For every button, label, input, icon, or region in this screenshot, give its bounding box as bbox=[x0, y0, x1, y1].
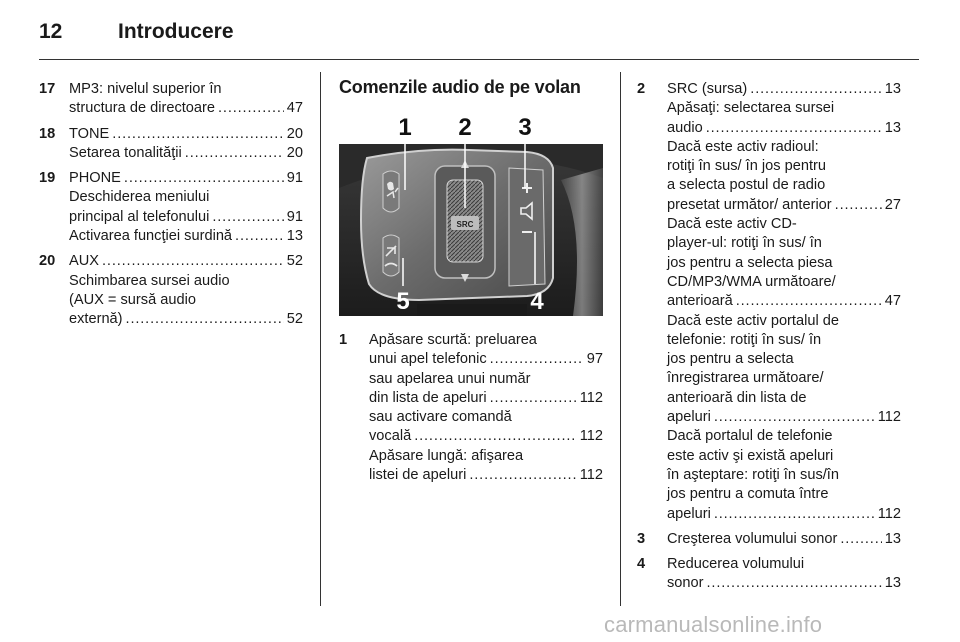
entry-text: audio bbox=[667, 119, 703, 136]
page-reference[interactable]: 52 bbox=[286, 253, 303, 270]
entry-line bbox=[667, 447, 901, 466]
entry-number: 4 bbox=[637, 556, 646, 573]
entry-text: (AUX = sursă audio bbox=[69, 291, 196, 308]
entry-text: vocală bbox=[369, 428, 412, 445]
callout-3: 3 bbox=[518, 114, 532, 141]
dot-leader bbox=[185, 144, 284, 163]
dot-leader bbox=[112, 125, 283, 144]
callout-5: 5 bbox=[396, 288, 410, 315]
dot-leader bbox=[469, 466, 576, 485]
left-column bbox=[39, 80, 303, 336]
entry-text: înregistrarea următoare/ bbox=[667, 370, 824, 387]
entry-text: PHONE bbox=[69, 170, 121, 187]
entry-text: CD/MP3/WMA următoare/ bbox=[667, 273, 836, 290]
entry-text: sonor bbox=[667, 575, 704, 592]
entry-text: Deschiderea meniului bbox=[69, 189, 210, 206]
page-reference[interactable]: 91 bbox=[286, 208, 303, 225]
entry-number: 1 bbox=[339, 332, 348, 348]
entry-text: SRC (sursa) bbox=[667, 81, 748, 97]
entry-text: Creşterea volumului sonor bbox=[667, 530, 838, 547]
entry-line bbox=[69, 80, 303, 99]
entry-text: Reducerea volumului bbox=[667, 556, 805, 573]
dot-leader bbox=[490, 389, 577, 408]
dot-leader bbox=[707, 574, 882, 593]
entry-text: principal al telefonului bbox=[69, 208, 210, 225]
entry-line bbox=[667, 408, 901, 427]
dot-leader bbox=[840, 530, 881, 549]
entry-text: MP3: nivelul superior în bbox=[69, 81, 222, 97]
page-reference[interactable]: 112 bbox=[579, 389, 603, 406]
entry-line bbox=[369, 331, 603, 350]
entry-text: apeluri bbox=[667, 505, 711, 522]
entry-text: este activ şi există apeluri bbox=[667, 447, 834, 464]
entry-line bbox=[667, 215, 901, 234]
entry-text: AUX bbox=[69, 253, 100, 270]
index-entry bbox=[339, 331, 603, 485]
page-title: Introducere bbox=[118, 20, 234, 43]
entry-line bbox=[69, 227, 303, 246]
entry-text: TONE bbox=[69, 125, 110, 142]
entry-text: jos pentru a comuta între bbox=[667, 486, 829, 503]
entry-text: jos pentru a selecta bbox=[667, 351, 794, 368]
entry-text: rotiţi în sus/ în jos pentru bbox=[667, 158, 826, 175]
entry-line bbox=[667, 505, 901, 524]
dot-leader bbox=[218, 99, 284, 118]
entry-text: Dacă este activ portalul de bbox=[667, 312, 839, 329]
middle-column-entries bbox=[339, 331, 603, 491]
entry-line bbox=[667, 530, 901, 549]
entry-line bbox=[69, 310, 303, 329]
dot-leader bbox=[102, 252, 284, 271]
entry-line bbox=[667, 234, 901, 253]
dot-leader bbox=[736, 292, 882, 311]
entry-line bbox=[667, 254, 901, 273]
entry-line bbox=[69, 125, 303, 144]
index-entry bbox=[637, 530, 901, 549]
entry-text: din lista de apeluri bbox=[369, 389, 487, 406]
entry-text: unui apel telefonic bbox=[369, 351, 487, 368]
entry-text: Dacă portalul de telefonie bbox=[667, 428, 833, 445]
entry-text: Apăsare lungă: afişarea bbox=[369, 447, 524, 464]
index-entry bbox=[637, 555, 901, 594]
index-entry bbox=[637, 80, 901, 524]
dot-leader bbox=[714, 408, 875, 427]
page-number: 12 bbox=[39, 20, 63, 43]
entry-line bbox=[667, 196, 901, 215]
entry-text: Setarea tonalităţii bbox=[69, 144, 182, 161]
page-reference[interactable]: 13 bbox=[884, 81, 901, 97]
entry-text: Schimbarea sursei audio bbox=[69, 272, 230, 289]
phone-button bbox=[383, 171, 399, 212]
entry-number: 3 bbox=[637, 530, 646, 547]
entry-line bbox=[667, 555, 901, 574]
page-reference[interactable]: 112 bbox=[579, 428, 603, 445]
watermark: carmanualsonline.info bbox=[604, 612, 823, 637]
entry-line bbox=[667, 80, 901, 99]
entry-text: player-ul: rotiţi în sus/ în bbox=[667, 235, 822, 252]
entry-line bbox=[369, 389, 603, 408]
entry-text: anterioară bbox=[667, 293, 733, 310]
index-entry bbox=[39, 125, 303, 164]
entry-text: Apăsare scurtă: preluarea bbox=[369, 332, 537, 348]
header-divider bbox=[39, 59, 919, 60]
dot-leader bbox=[490, 350, 584, 369]
dot-leader bbox=[414, 427, 577, 446]
page-reference[interactable]: 112 bbox=[579, 467, 603, 484]
page-reference[interactable]: 20 bbox=[286, 125, 303, 142]
entry-text: în aşteptare: rotiţi în sus/în bbox=[667, 466, 839, 483]
dot-leader bbox=[126, 310, 284, 329]
src-label: SRC bbox=[456, 220, 474, 229]
dot-leader bbox=[750, 80, 881, 99]
right-column bbox=[637, 80, 901, 600]
dot-leader bbox=[235, 227, 284, 246]
entry-number: 20 bbox=[39, 253, 56, 270]
entry-text: a selecta postul de radio bbox=[667, 177, 826, 194]
entry-text: telefonie: rotiţi în sus/ în bbox=[667, 331, 822, 348]
callout-4: 4 bbox=[530, 288, 544, 315]
index-entry bbox=[39, 169, 303, 246]
entry-line bbox=[667, 466, 901, 485]
page-reference[interactable]: 13 bbox=[884, 119, 901, 136]
entry-number: 2 bbox=[637, 81, 646, 97]
entry-line bbox=[369, 370, 603, 389]
entry-line bbox=[667, 350, 901, 369]
page-reference[interactable]: 47 bbox=[286, 100, 303, 117]
entry-text: jos pentru a selecta piesa bbox=[667, 254, 833, 271]
entry-line bbox=[667, 119, 901, 138]
dot-leader bbox=[714, 505, 875, 524]
entry-line bbox=[667, 138, 901, 157]
entry-text: Dacă este activ radioul: bbox=[667, 138, 819, 155]
entry-text: presetat următor/ anterior bbox=[667, 196, 832, 213]
page-reference[interactable]: 13 bbox=[286, 228, 303, 245]
column-divider-right bbox=[620, 72, 621, 606]
page-reference[interactable]: 47 bbox=[884, 293, 901, 310]
steering-wheel-controls-photo bbox=[339, 108, 603, 316]
page-reference[interactable]: 97 bbox=[586, 351, 603, 368]
page-reference[interactable]: 52 bbox=[286, 311, 303, 328]
entry-line bbox=[667, 485, 901, 504]
entry-text: anterioară din lista de bbox=[667, 389, 807, 406]
entry-line bbox=[667, 389, 901, 408]
entry-line bbox=[69, 99, 303, 118]
dot-leader bbox=[124, 169, 284, 188]
entry-number: 19 bbox=[39, 170, 56, 187]
entry-text: externă) bbox=[69, 311, 123, 328]
entry-text: structura de directoare bbox=[69, 100, 216, 117]
entry-line bbox=[369, 427, 603, 446]
entry-line bbox=[667, 574, 901, 593]
page-reference[interactable]: 20 bbox=[286, 144, 303, 161]
callout-1: 1 bbox=[398, 114, 412, 141]
entry-text: sau apelarea unui număr bbox=[369, 370, 531, 387]
steering-wheel-controls-illustration bbox=[339, 108, 603, 316]
entry-text: Apăsaţi: selectarea sursei bbox=[667, 100, 835, 117]
entry-line bbox=[69, 169, 303, 188]
entry-text: Activarea funcţiei surdină bbox=[69, 228, 233, 245]
entry-line bbox=[69, 291, 303, 310]
page-reference[interactable]: 112 bbox=[877, 409, 901, 426]
entry-line bbox=[69, 252, 303, 271]
dot-leader bbox=[835, 196, 882, 215]
page-header bbox=[0, 0, 960, 62]
entry-line bbox=[369, 447, 603, 466]
dot-leader bbox=[212, 208, 283, 227]
entry-line bbox=[369, 350, 603, 369]
entry-line bbox=[667, 99, 901, 118]
entry-line bbox=[667, 292, 901, 311]
page-reference[interactable]: 13 bbox=[884, 530, 901, 547]
entry-number: 18 bbox=[39, 125, 56, 142]
entry-line bbox=[667, 369, 901, 388]
index-entry bbox=[39, 80, 303, 119]
entry-text: listei de apeluri bbox=[369, 467, 467, 484]
callout-2: 2 bbox=[458, 114, 472, 141]
entry-line bbox=[69, 272, 303, 291]
page-reference[interactable]: 27 bbox=[884, 196, 901, 213]
entry-line bbox=[369, 408, 603, 427]
section-title: Comenzile audio de pe volan bbox=[339, 77, 581, 97]
entry-text: Dacă este activ CD- bbox=[667, 216, 797, 233]
entry-line bbox=[667, 331, 901, 350]
entry-text: apeluri bbox=[667, 409, 711, 426]
entry-line bbox=[69, 188, 303, 207]
index-entry bbox=[39, 252, 303, 329]
entry-number: 17 bbox=[39, 81, 56, 97]
page-reference[interactable]: 112 bbox=[877, 505, 901, 522]
dot-leader bbox=[706, 119, 882, 138]
entry-line bbox=[69, 208, 303, 227]
end-call-mute-button bbox=[383, 235, 399, 276]
entry-line bbox=[667, 312, 901, 331]
entry-text: sau activare comandă bbox=[369, 409, 512, 426]
entry-line bbox=[667, 427, 901, 446]
entry-line bbox=[369, 466, 603, 485]
page-reference[interactable]: 91 bbox=[286, 170, 303, 187]
entry-line bbox=[667, 176, 901, 195]
entry-line bbox=[667, 157, 901, 176]
entry-line bbox=[667, 273, 901, 292]
page-reference[interactable]: 13 bbox=[884, 575, 901, 592]
column-divider-left bbox=[320, 72, 321, 606]
entry-line bbox=[69, 144, 303, 163]
